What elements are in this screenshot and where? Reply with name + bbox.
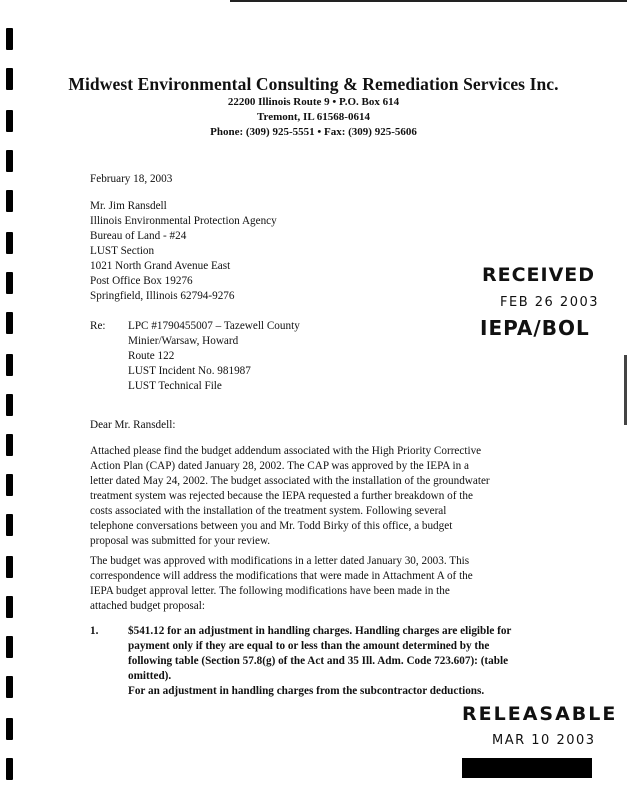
margin-mark <box>6 596 13 618</box>
margin-mark <box>6 150 13 172</box>
redaction-bar <box>462 758 592 778</box>
paragraph-line: Attached please find the budget addendum associated with the High Priority Corrective <box>90 445 482 457</box>
received-stamp: RECEIVED <box>482 264 596 286</box>
re-line: LUST Technical File <box>128 380 222 392</box>
paragraph-line: correspondence will address the modifications that were made in Attachment A of the <box>90 570 473 582</box>
received-stamp-date: FEB 26 2003 <box>500 295 600 310</box>
margin-mark <box>6 312 13 334</box>
company-phone-fax: Phone: (309) 925-5551 • Fax: (309) 925-5606 <box>210 126 417 138</box>
margin-mark <box>6 28 13 50</box>
paragraph-line: IEPA budget approval letter. The following modifications have been made in the <box>90 585 450 597</box>
re-line: LUST Incident No. 981987 <box>128 365 251 377</box>
re-label: Re: <box>90 320 106 332</box>
re-subject <box>128 319 300 394</box>
company-address-line-2: Tremont, IL 61568-0614 <box>257 111 370 123</box>
item-body <box>128 624 558 699</box>
company-name: Midwest Environmental Consulting & Remediation Services Inc. <box>68 74 559 94</box>
body-paragraph-1 <box>90 444 545 549</box>
item-number: 1. <box>90 625 99 637</box>
margin-mark <box>6 556 13 578</box>
paragraph-line: costs associated with the installation of the treatment system. Following several <box>90 505 447 517</box>
margin-mark <box>6 272 13 294</box>
releasable-stamp: RELEASABLE <box>462 703 618 725</box>
margin-mark <box>6 514 13 536</box>
paragraph-line: attached budget proposal: <box>90 600 205 612</box>
margin-mark <box>6 676 13 698</box>
margin-mark <box>6 394 13 416</box>
paragraph-line: The budget was approved with modifications in a letter dated January 30, 2003. This <box>90 555 470 567</box>
item-line: payment only if they are equal to or less than the amount determined by the <box>128 640 490 652</box>
item-line: $541.12 for an adjustment in handling charges. Handling charges are eligible for <box>128 625 512 637</box>
paragraph-line: letter dated May 24, 2002. The budget associated with the installation of the groundwater <box>90 475 490 487</box>
margin-mark <box>6 354 13 376</box>
re-line: LPC #1790455007 – Tazewell County <box>128 320 300 332</box>
company-address-line-1: 22200 Illinois Route 9 • P.O. Box 614 <box>227 96 400 108</box>
letter-date: February 18, 2003 <box>90 173 173 185</box>
margin-mark <box>6 232 13 254</box>
margin-mark <box>6 434 13 456</box>
re-line: Route 122 <box>128 350 175 362</box>
recipient-line: Post Office Box 19276 <box>90 275 193 287</box>
agency-stamp: IEPA/BOL <box>480 316 590 340</box>
re-line: Minier/Warsaw, Howard <box>128 335 239 347</box>
recipient-line: Bureau of Land - #24 <box>90 230 187 242</box>
item-line: omitted). <box>128 670 172 682</box>
margin-mark <box>6 190 13 212</box>
margin-mark <box>6 718 13 740</box>
item-line: following table (Section 57.8(g) of the Act and 35 Ill. Adm. Code 723.607): (table <box>128 655 509 667</box>
item-line: For an adjustment in handling charges from the subcontractor deductions. <box>128 685 485 697</box>
paragraph-line: treatment system was rejected because the IEPA requested a further breakdown of the <box>90 490 473 502</box>
paragraph-line: Action Plan (CAP) dated January 28, 2002. The CAP was approved by the IEPA in a <box>90 460 469 472</box>
margin-mark <box>6 636 13 658</box>
recipient-line: LUST Section <box>90 245 155 257</box>
releasable-stamp-date: MAR 10 2003 <box>492 733 596 748</box>
recipient-line: Illinois Environmental Protection Agency <box>90 215 277 227</box>
recipient-address <box>90 199 277 304</box>
paragraph-line: telephone conversations between you and Mr. Todd Birky of this office, a budget <box>90 520 453 532</box>
scan-edge-line <box>230 0 627 2</box>
salutation: Dear Mr. Ransdell: <box>90 419 176 431</box>
margin-mark <box>6 474 13 496</box>
paragraph-line: proposal was submitted for your review. <box>90 535 271 547</box>
recipient-line: Springfield, Illinois 62794-9276 <box>90 290 235 302</box>
margin-mark <box>6 758 13 780</box>
recipient-line: 1021 North Grand Avenue East <box>90 260 231 272</box>
body-paragraph-2 <box>90 554 545 614</box>
recipient-line: Mr. Jim Ransdell <box>90 200 167 212</box>
